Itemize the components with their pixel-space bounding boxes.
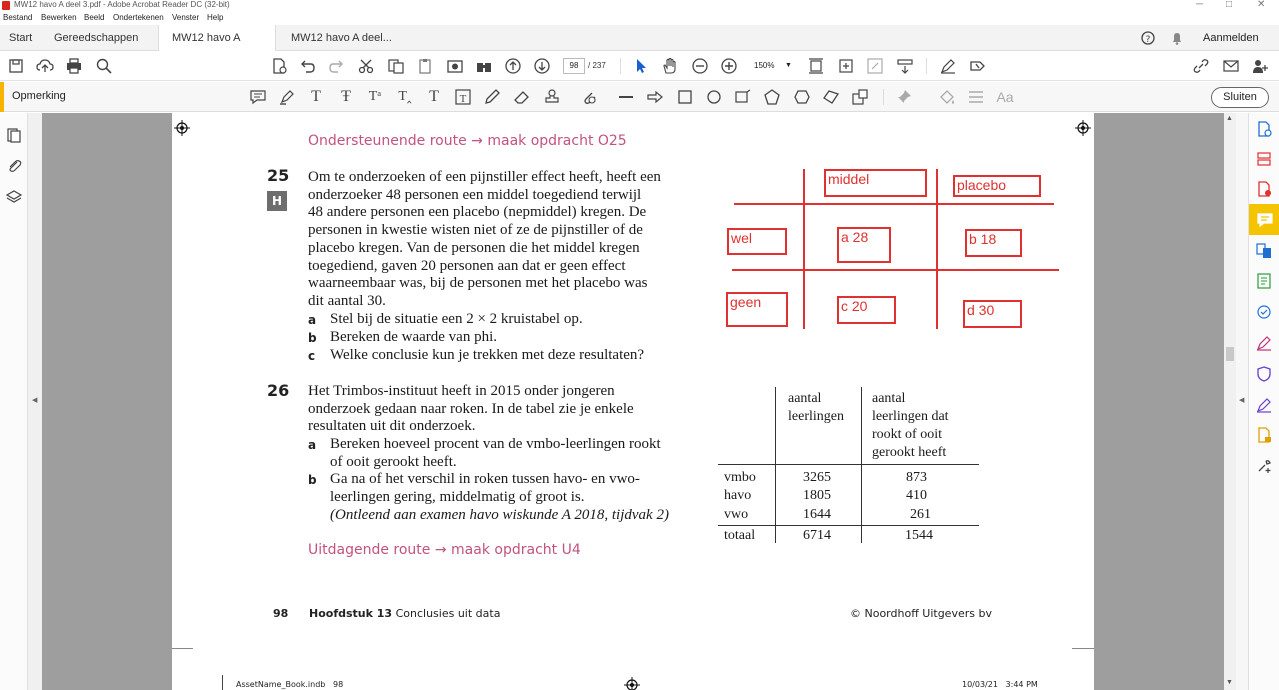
protect-shield-icon[interactable]: [1256, 366, 1272, 382]
scroll-down-icon[interactable]: ▼: [1226, 679, 1233, 686]
table-rule: [718, 525, 979, 526]
ink-line: [803, 169, 805, 329]
tab-bar: [0, 25, 1279, 51]
publisher-credit: © Noordhoff Uitgevers bv: [850, 607, 992, 620]
table-rule: [718, 464, 979, 465]
menu-bestand[interactable]: Bestand: [3, 13, 33, 22]
table-total-cell: 1544: [905, 528, 933, 543]
attachments-paperclip-icon[interactable]: [6, 158, 22, 174]
table-header-line: gerookt heeft: [872, 445, 947, 460]
save-icon[interactable]: [7, 57, 25, 75]
page-number-input[interactable]: 98: [563, 58, 585, 74]
question-25-line: placebo kregen. Van de personen die het middel kregen: [308, 239, 640, 256]
question-25-line: dit aantal 30.: [308, 292, 386, 309]
zoom-level-dropdown[interactable]: [748, 58, 796, 74]
menu-ondertekenen[interactable]: Ondertekenen: [113, 13, 164, 22]
notifications-bell-icon[interactable]: [1170, 25, 1184, 51]
cloud-tool-icon[interactable]: [793, 88, 811, 106]
close-comment-button[interactable]: Sluiten: [1211, 87, 1269, 108]
table-cell: 261: [910, 507, 931, 522]
table-cell: 873: [906, 470, 927, 485]
table-header-col1: [788, 390, 844, 426]
fit-page-icon[interactable]: [807, 57, 825, 75]
menu-venster[interactable]: Venster: [172, 13, 200, 22]
question-25b-text: Bereken de waarde van phi.: [330, 329, 498, 345]
svg-text:T: T: [459, 93, 467, 105]
table-header-line: leerlingen dat: [872, 409, 949, 424]
toolbar-divider: [926, 58, 927, 74]
challenge-route-heading: Uitdagende route → maak opdracht U4: [308, 542, 581, 558]
zoom-level-value: 150%: [754, 61, 775, 70]
pencil-icon[interactable]: [483, 88, 501, 106]
polyline-tool-icon[interactable]: [822, 88, 840, 106]
tab-tools[interactable]: Gereedschappen: [54, 32, 139, 44]
ink-label-b: b 18: [965, 229, 1022, 257]
previous-page-icon[interactable]: [504, 57, 522, 75]
scroll-up-icon[interactable]: ▲: [1226, 115, 1233, 122]
rotate-page-icon[interactable]: [837, 57, 855, 75]
sign-in-link[interactable]: Aanmelden: [1203, 32, 1259, 44]
request-signature-icon[interactable]: [1256, 397, 1272, 413]
chapter-footer: [309, 607, 500, 620]
question-25a-text: Stel bij de situatie een 2 × 2 kruistabel op.: [330, 311, 583, 327]
organize-pages-icon[interactable]: [1256, 151, 1272, 167]
ink-label-middel: middel: [824, 169, 927, 197]
question-26a-line: of ooit gerookt heeft.: [330, 453, 457, 470]
crop-mark: [1072, 648, 1094, 649]
question-26-text: [308, 383, 698, 436]
pin-icon[interactable]: [895, 88, 913, 106]
table-row-label: vmbo: [724, 470, 756, 485]
item-letter: a: [308, 313, 317, 327]
font-size-icon[interactable]: Aa: [996, 89, 1014, 105]
replace-text-icon[interactable]: Tᵃ: [368, 89, 382, 104]
question-25c-text: Welke conclusie kun je trekken met deze resultaten?: [330, 347, 645, 363]
ink-line: [936, 169, 938, 329]
vertical-scrollbar[interactable]: [1224, 113, 1236, 690]
highlight-icon[interactable]: [278, 88, 296, 106]
ink-line: [734, 203, 1054, 205]
crop-mark: [172, 648, 193, 649]
fill-sign-icon[interactable]: [969, 57, 987, 75]
binoculars-icon[interactable]: [475, 57, 493, 75]
toolbar-divider: [883, 89, 884, 105]
edit-pdf-icon[interactable]: [1256, 273, 1272, 289]
line-tool-icon[interactable]: [617, 88, 635, 106]
question-26b-line: leerlingen gering, middelmatig of groot is.: [330, 488, 585, 505]
hand-tool-icon[interactable]: [661, 57, 679, 75]
item-letter: b: [308, 331, 317, 345]
menu-beeld[interactable]: Beeld: [84, 13, 105, 22]
polygon-tool-icon[interactable]: [763, 88, 781, 106]
table-rule: [861, 387, 862, 543]
navigation-pane: [0, 113, 28, 690]
question-26-line: onderzoek gedaan naar roken. In de tabel zie je enkele: [308, 400, 634, 417]
table-rule: [775, 387, 776, 543]
toolbar-divider: [620, 58, 621, 74]
question-25-line: Om te onderzoeken of een pijnstiller effect heeft, heeft een: [308, 169, 661, 185]
combine-files-icon[interactable]: [1256, 243, 1272, 259]
question-25-line: personen in kwestie wisten niet of ze de pijnstiller of de: [308, 222, 643, 239]
registration-mark-icon: [624, 677, 640, 690]
table-row-label: vwo: [724, 507, 749, 522]
attach-file-icon[interactable]: [580, 88, 598, 106]
item-letter: b: [308, 473, 317, 487]
tools-pane: [1248, 113, 1279, 690]
scroll-mode-icon[interactable]: [896, 57, 914, 75]
arrow-tool-icon[interactable]: [646, 88, 664, 106]
maximize-button[interactable]: □: [1226, 0, 1233, 10]
question-26-line: Het Trimbos-instituut heeft in 2015 onder jongeren: [308, 383, 615, 399]
page-total-label: / 237: [588, 61, 606, 70]
pdf-page[interactable]: [172, 113, 1094, 690]
line-width-icon[interactable]: [967, 88, 985, 106]
table-header-line: aantal: [788, 391, 822, 406]
snapshot-icon[interactable]: [446, 57, 464, 75]
help-icon[interactable]: [1141, 25, 1155, 51]
close-window-button[interactable]: ✕: [1257, 0, 1266, 10]
table-cell: 1644: [803, 507, 831, 522]
chapter-subtitle: Conclusies uit data: [395, 607, 501, 620]
question-25-number: 25: [267, 166, 290, 185]
export-pdf-icon[interactable]: [1256, 181, 1272, 197]
svg-text:?: ?: [1145, 35, 1151, 45]
chevron-down-icon: ▼: [785, 62, 792, 69]
table-header-col2: [872, 390, 949, 462]
scrollbar-thumb[interactable]: [1226, 347, 1234, 361]
layers-icon[interactable]: [6, 189, 22, 205]
table-total-label: totaal: [724, 528, 756, 543]
comment-toolbar: [0, 82, 1279, 112]
question-26a-line: Bereken hoeveel procent van de vmbo-leerlingen rookt: [330, 436, 661, 452]
question-25-line: 48 andere personen een placebo (nepmiddel) kregen. De: [308, 204, 647, 221]
ink-label-a: a 28: [837, 227, 891, 263]
question-25-text: [308, 169, 698, 311]
copy-icon[interactable]: [387, 57, 405, 75]
comment-tool-active[interactable]: [1249, 204, 1279, 235]
question-26b-line: Ga na of het verschil in roken tussen havo- en vwo-: [330, 471, 640, 487]
table-row-label: havo: [724, 488, 752, 503]
upload-cloud-icon[interactable]: [36, 57, 54, 75]
table-header-line: rookt of ooit: [872, 427, 942, 442]
scan-ocr-icon[interactable]: [1256, 304, 1272, 320]
text-callout-icon[interactable]: [734, 88, 752, 106]
create-pdf-icon[interactable]: [1256, 121, 1272, 137]
tab-document-1-label: MW12 havo A: [172, 32, 240, 44]
question-26-number: 26: [267, 381, 290, 400]
menu-bar: [0, 11, 1279, 25]
cut-icon[interactable]: [357, 57, 375, 75]
comment-accent-bar: [0, 82, 4, 112]
table-cell: 3265: [803, 470, 831, 485]
question-26a-text: [330, 436, 661, 471]
undo-icon[interactable]: [298, 57, 316, 75]
support-route-heading: Ondersteunende route → maak opdracht O25: [308, 133, 627, 149]
ink-label-c: c 20: [837, 296, 896, 324]
chapter-title: Hoofdstuk 13: [309, 607, 393, 620]
table-header-line: aantal: [872, 391, 906, 406]
crop-mark: [222, 675, 223, 690]
sign-pen-icon[interactable]: [939, 57, 957, 75]
registration-mark-icon: [1075, 120, 1091, 136]
oval-tool-icon[interactable]: [705, 88, 723, 106]
tab-document-1[interactable]: [158, 25, 276, 51]
question-25-line: onderzoeker 48 personen een middel toegediend terwijl: [308, 186, 642, 203]
eraser-icon[interactable]: [513, 88, 531, 106]
question-26-source: (Ontleend aan examen havo wiskunde A 2018, tijdvak 2): [330, 507, 669, 523]
tab-start[interactable]: Start: [9, 32, 33, 44]
add-user-icon[interactable]: [1251, 57, 1269, 75]
acrobat-app-icon: [2, 1, 10, 10]
underline-text-icon[interactable]: T: [311, 88, 321, 105]
search-icon[interactable]: [95, 57, 113, 75]
collapse-right-icon: ◀: [1239, 397, 1245, 404]
page-number: 98: [273, 607, 289, 620]
insert-text-icon[interactable]: T‸: [398, 89, 412, 104]
table-total-cell: 6714: [803, 528, 831, 543]
item-letter: a: [308, 438, 317, 452]
menu-bewerken[interactable]: Bewerken: [41, 13, 77, 22]
rectangle-tool-icon[interactable]: [676, 88, 694, 106]
menu-help[interactable]: Help: [207, 13, 224, 22]
item-letter: c: [308, 349, 316, 363]
question-25-line: waarneembaar was, bij de personen met het placebo was: [308, 275, 648, 292]
question-25-line: toegediend, gaven 20 personen aan dat er geen effect: [308, 257, 626, 274]
right-pane-toggle[interactable]: [1236, 113, 1248, 690]
zoom-in-icon[interactable]: [720, 57, 738, 75]
next-page-icon[interactable]: [533, 57, 551, 75]
table-cell: 1805: [803, 488, 831, 503]
collapse-left-icon: ◀: [32, 397, 38, 404]
table-cell: 410: [906, 488, 927, 503]
question-26b-text: [330, 471, 640, 506]
print-slug-left: AssetName_Book.indb 98: [236, 680, 344, 689]
fill-color-icon[interactable]: [938, 88, 956, 106]
tab-document-2[interactable]: MW12 havo A deel...: [291, 32, 392, 44]
sticky-note-icon[interactable]: [249, 88, 267, 106]
add-text-icon[interactable]: T: [429, 88, 439, 105]
minimize-button[interactable]: ─: [1196, 0, 1204, 10]
main-toolbar: [0, 51, 1279, 81]
share-link-icon[interactable]: [1192, 57, 1210, 75]
print-slug-right: 10/03/21 3:44 PM: [962, 680, 1038, 689]
email-icon[interactable]: [1222, 57, 1240, 75]
registration-mark-icon: [174, 120, 190, 136]
ink-label-wel: wel: [727, 228, 787, 255]
havo-badge: H: [267, 191, 287, 211]
paste-icon[interactable]: [416, 57, 434, 75]
question-26-line: resultaten uit dit onderzoek.: [308, 418, 476, 435]
stamp-icon[interactable]: [543, 88, 561, 106]
ink-label-d: d 30: [963, 300, 1022, 328]
comment-toolbar-title: Opmerking: [12, 90, 66, 102]
page-thumbnails-icon[interactable]: [6, 127, 22, 143]
window-title: MW12 havo A deel 3.pdf - Adobe Acrobat Reader DC (32-bit): [14, 0, 230, 9]
select-cursor-icon[interactable]: [632, 57, 650, 75]
redo-icon[interactable]: [328, 57, 346, 75]
fill-and-sign-icon[interactable]: [1256, 335, 1272, 351]
print-icon[interactable]: [65, 57, 83, 75]
text-box-icon[interactable]: [454, 88, 472, 106]
table-header-line: leerlingen: [788, 409, 844, 424]
create-pdf-icon[interactable]: [270, 57, 288, 75]
ink-label-geen: geen: [726, 292, 788, 327]
more-tools-icon[interactable]: [1256, 458, 1272, 474]
send-for-comments-icon[interactable]: [1256, 427, 1272, 443]
title-bar: [0, 0, 1279, 11]
strikethrough-text-icon[interactable]: Ŧ: [341, 88, 351, 105]
shapes-menu-icon[interactable]: [851, 88, 869, 106]
zoom-out-icon[interactable]: [691, 57, 709, 75]
left-pane-toggle[interactable]: [28, 113, 42, 690]
ink-line: [732, 269, 1059, 271]
ink-label-placebo: placebo: [953, 175, 1041, 197]
full-screen-icon[interactable]: [866, 57, 884, 75]
